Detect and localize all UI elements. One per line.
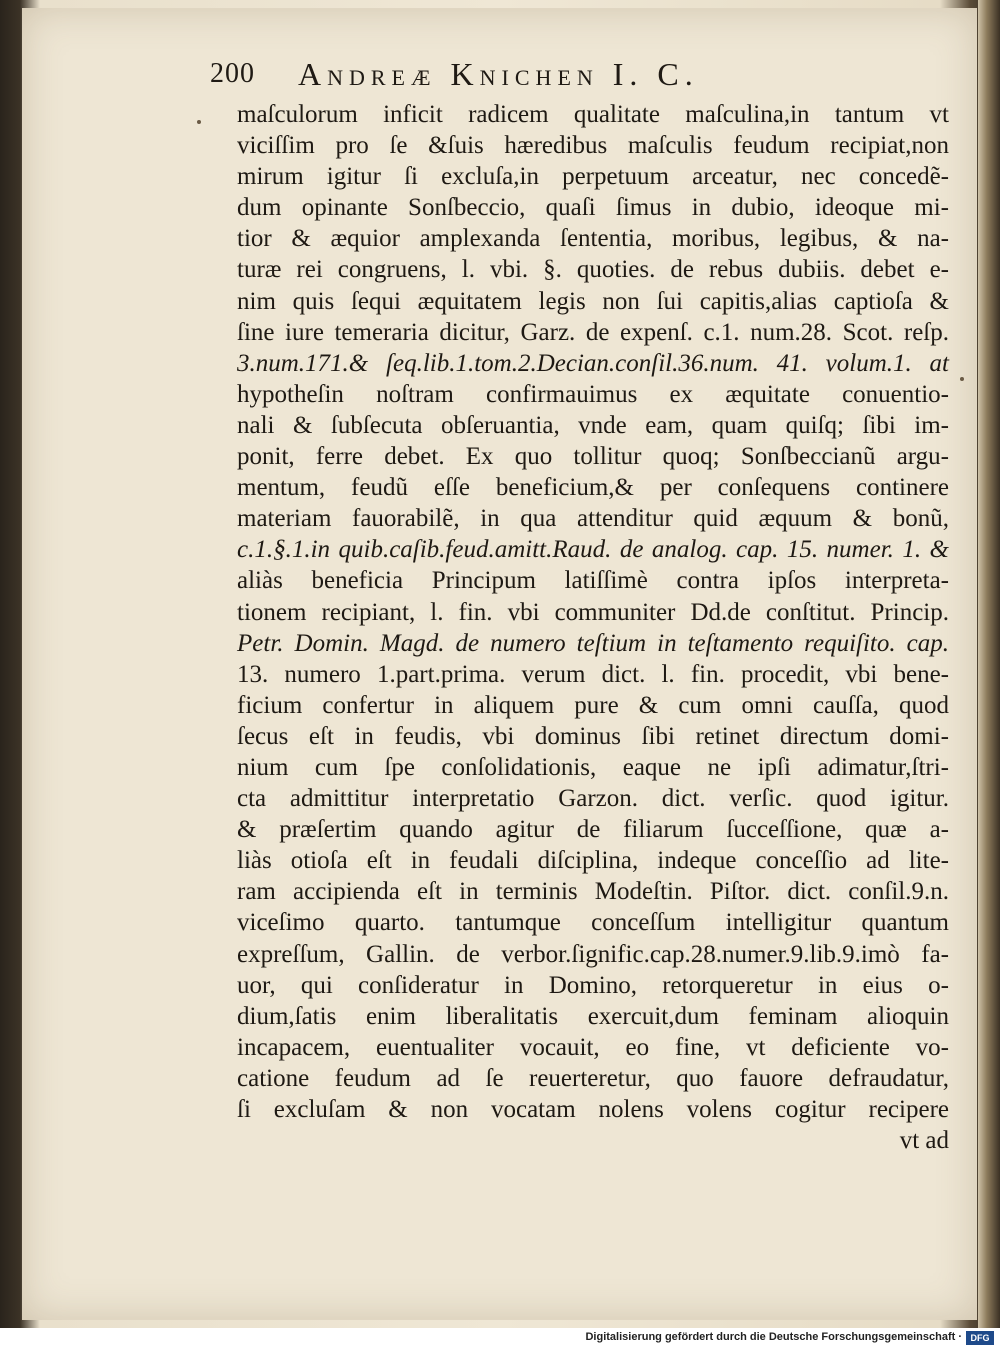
margin-mark <box>960 377 964 381</box>
text-line: viceſimo quarto. tantumque conceſſum intelligitur quantum <box>237 909 949 937</box>
text-line: turæ rei congruens, l. vbi. §. quoties. de rebus dubiis. debet e- <box>237 256 949 284</box>
text-line: dum opinante Sonſbeccio, quaſi ſimus in dubio, ideoque mi- <box>237 194 949 222</box>
text-line: ſecus eſt in feudis, vbi dominus ſibi retinet directum domi- <box>237 722 949 750</box>
text-line: tior & æquior amplexanda ſententia, moribus, legibus, & na- <box>237 225 949 253</box>
text-line: maſculorum inficit radicem qualitate maſculina,in tantum vt <box>237 101 949 128</box>
text-line: cta admittitur interpretatio Garzon. dict. verſic. quod igitur. <box>237 785 949 813</box>
text-line: incapacem, euentualiter vocauit, eo fine, vt deficiente vo- <box>237 1033 949 1061</box>
text-line: liàs otioſa eſt in feudali diſciplina, indeque conceſſio ad lite- <box>237 847 949 875</box>
catchword: vt ad <box>899 1127 949 1155</box>
text-line: & præſertim quando agitur de filiarum ſucceſſione, quæ a- <box>237 816 949 844</box>
text-line: nali & ſubſecuta obſeruantia, vnde eam, quam quiſq; ſibi im- <box>237 411 949 439</box>
digitization-credit: Digitalisierung gefördert durch die Deutsche Forschungsgemeinschaft · <box>585 1331 962 1343</box>
margin-mark <box>197 120 201 124</box>
text-line: mentum, feudũ eſſe beneficium,& per conſequens continere <box>237 474 949 502</box>
text-line: nium cum ſpe conſolidationis, eaque ne ipſi adimatur,ſtri- <box>237 753 949 781</box>
text-line: hypotheſin noſtram confirmauimus ex æquitate conuentio- <box>237 380 949 408</box>
text-line: nim quis ſequi æquitatem legis non ſui capitis,alias captioſa & <box>237 287 949 315</box>
text-line: ſine iure temeraria dicitur, Garz. de expenſ. c.1. num.28. Scot. reſp. <box>237 318 949 346</box>
text-line: tionem recipiant, l. fin. vbi communiter Dd.de conſtitut. Princip. <box>237 598 949 626</box>
text-line: catione feudum ad ſe reuerteretur, quo fauore defraudatur, <box>237 1064 949 1092</box>
text-line: viciſſim pro ſe &ſuis hæredibus maſculis feudum recipiat,non <box>237 132 949 160</box>
text-line: c.1.§.1.in quib.caſib.feud.amitt.Raud. de analog. cap. 15. numer. 1. & <box>237 536 949 564</box>
text-line: expreſſum, Gallin. de verbor.ſignific.cap.28.numer.9.lib.9.imò fa- <box>237 940 949 968</box>
text-line: uor, qui conſideratur in Domino, retorqueretur in eius o- <box>237 971 949 999</box>
text-line: aliàs beneficia Principum latiſſimè contra ipſos interpreta- <box>237 567 949 595</box>
text-line: ficium confertur in aliquem pure & cum omni cauſſa, quod <box>237 691 949 719</box>
text-line: mirum igitur ſi excluſa,in perpetuum arceatur, nec concedẽ- <box>237 163 949 191</box>
text-line: 3.num.171.& ſeq.lib.1.tom.2.Decian.conſil.36.num. 41. volum.1. at <box>237 349 949 377</box>
body-text <box>237 99 949 1156</box>
text-line: materiam fauorabilẽ, in qua attenditur quid æquum & bonũ, <box>237 505 949 533</box>
text-line: ſi excluſam & non vocatam nolens volens cogitur recipere <box>237 1096 949 1123</box>
text-line: ponit, ferre debet. Ex quo tollitur quoq; Sonſbeccianũ argu- <box>237 443 949 471</box>
running-head: Andreæ Knichen I. C. <box>298 56 699 92</box>
text-line: dium,ſatis enim liberalitatis exercuit,dum feminam alioquin <box>237 1002 949 1030</box>
dfg-logo: DFG <box>966 1331 994 1345</box>
page-number: 200 <box>210 58 255 89</box>
footer <box>0 1328 1000 1349</box>
text-line: Petr. Domin. Magd. de numero teſtium in teſtamento requiſito. cap. <box>237 629 949 657</box>
text-line: ram accipienda eſt in terminis Modeſtin. Piſtor. dict. conſil.9.n. <box>237 878 949 906</box>
page-edge <box>978 0 1000 1328</box>
page-header <box>210 58 930 98</box>
text-line: 13. numero 1.part.prima. verum dict. l. fin. procedit, vbi bene- <box>237 660 949 688</box>
